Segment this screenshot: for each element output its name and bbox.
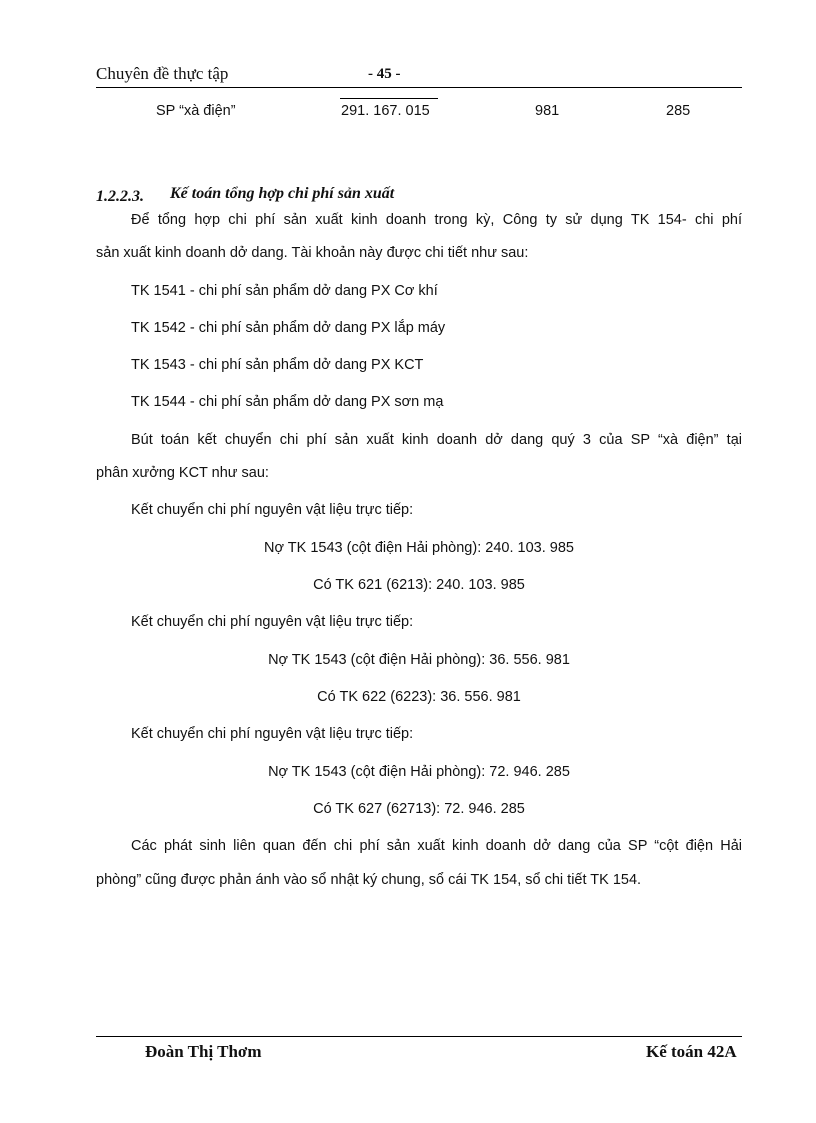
table-row-col2: 981 [535,103,560,119]
paragraph-1-line-1: Để tổng hợp chi phí sản xuất kinh doanh trong kỳ, Công ty sử dụng TK 154- chi phí [131,212,742,228]
table-row-product: SP “xà điện” [156,103,236,119]
footer-divider [96,1036,742,1037]
entry-1-debit: Nợ TK 1543 (cột điện Hải phòng): 240. 103. 985 [264,540,574,556]
entry-2-debit: Nợ TK 1543 (cột điện Hải phòng): 36. 556. 981 [268,652,570,668]
entry-1-credit: Có TK 621 (6213): 240. 103. 985 [313,577,525,593]
entry-3-credit: Có TK 627 (62713): 72. 946. 285 [313,801,525,817]
footer-class: Kế toán 42A [646,1042,737,1061]
section-number: 1.2.2.3. [96,188,144,205]
table-row-total: 291. 167. 015 [341,103,430,119]
footer-author: Đoàn Thị Thơm [145,1042,262,1061]
header-divider [96,87,742,88]
account-1541: TK 1541 - chi phí sản phẩm dở dang PX Cơ khí [131,283,438,299]
header-title: Chuyên đề thực tập [96,64,229,83]
section-title: Kế toán tổng hợp chi phí sản xuất [170,185,395,202]
entry-3-label: Kết chuyển chi phí nguyên vật liệu trực tiếp: [131,726,414,742]
page-number: - 45 - [368,66,401,82]
account-1543: TK 1543 - chi phí sản phẩm dở dang PX KCT [131,357,424,373]
entry-3-debit: Nợ TK 1543 (cột điện Hải phòng): 72. 946. 285 [268,764,570,780]
paragraph-1-line-2: sản xuất kinh doanh dở dang. Tài khoản này được chi tiết như sau: [96,245,529,261]
account-1542: TK 1542 - chi phí sản phẩm dở dang PX lắp máy [131,320,446,336]
paragraph-3-line-1: Các phát sinh liên quan đến chi phí sản xuất kinh doanh dở dang của SP “cột điện Hải [131,838,742,854]
total-rule [340,98,438,99]
entry-2-label: Kết chuyển chi phí nguyên vật liệu trực tiếp: [131,614,414,630]
paragraph-2-line-1: Bút toán kết chuyển chi phí sản xuất kinh doanh dở dang quý 3 của SP “xà điện” tại [131,432,742,448]
paragraph-3-line-2: phòng” cũng được phản ánh vào sổ nhật ký chung, sổ cái TK 154, sổ chi tiết TK 154. [96,872,642,888]
table-row-col3: 285 [666,103,691,119]
paragraph-2-line-2: phân xưởng KCT như sau: [96,465,269,481]
entry-2-credit: Có TK 622 (6223): 36. 556. 981 [317,689,521,705]
entry-1-label: Kết chuyển chi phí nguyên vật liệu trực tiếp: [131,502,414,518]
account-1544: TK 1544 - chi phí sản phẩm dở dang PX sơn mạ [131,394,444,410]
